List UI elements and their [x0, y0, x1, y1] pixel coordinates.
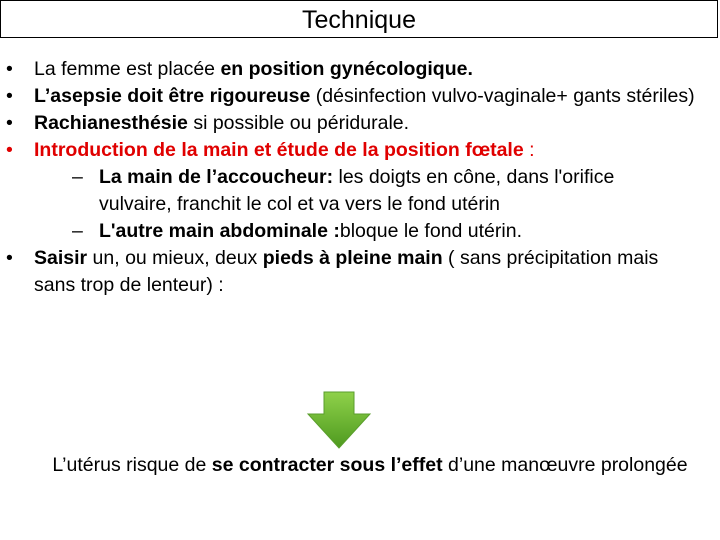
bullet-emphasis: en position gynécologique. [220, 58, 473, 80]
conclusion-part: L’utérus risque de [52, 454, 212, 476]
bullet-text: (désinfection vulvo-vaginale+ gants stériles) [310, 85, 695, 107]
bullet-emphasis: Introduction de la main et étude de la position fœtale [34, 139, 524, 161]
subbullet-emphasis: L'autre main abdominale : [99, 220, 340, 242]
dash-marker: – [72, 220, 83, 242]
conclusion-part: d’une manœuvre prolongée [442, 454, 688, 476]
down-arrow-icon [306, 390, 372, 450]
bullet-emphasis: Saisir [34, 247, 88, 269]
bullet-text: : [523, 139, 535, 161]
bullet-seize-feet [0, 245, 720, 299]
dash-marker: – [72, 166, 83, 188]
conclusion-emphasis: se contracter sous l’effet [211, 454, 443, 476]
subbullet-abdominal-hand [0, 218, 720, 245]
bullet-introduction [0, 137, 720, 164]
slide-title: Technique [0, 0, 718, 38]
bullet-list [0, 56, 720, 299]
bullet-text: si possible ou péridurale. [187, 112, 410, 134]
bullet-text: un, ou mieux, deux [87, 247, 263, 269]
bullet-emphasis: L’asepsie doit être rigoureuse [34, 85, 311, 107]
bullet-text: La femme est placée [34, 58, 221, 80]
bullet-position [0, 56, 720, 83]
bullet-text: ( sans précipitation mais sans trop de lenteur) : [34, 247, 659, 296]
subbullet-text: les doigts en cône, dans l'orifice vulvaire, franchit le col et va vers le fond utérin [99, 166, 615, 215]
subbullet-text: bloque le fond utérin. [339, 220, 522, 242]
subbullet-emphasis: La main de l’accoucheur: [99, 166, 334, 188]
bullet-emphasis: pieds à pleine main [262, 247, 443, 269]
subbullet-accoucheur-hand [0, 164, 720, 218]
conclusion-text [40, 452, 700, 479]
bullet-emphasis: Rachianesthésie [34, 112, 188, 134]
bullet-asepsis [0, 83, 720, 110]
bullet-anesthesia [0, 110, 720, 137]
